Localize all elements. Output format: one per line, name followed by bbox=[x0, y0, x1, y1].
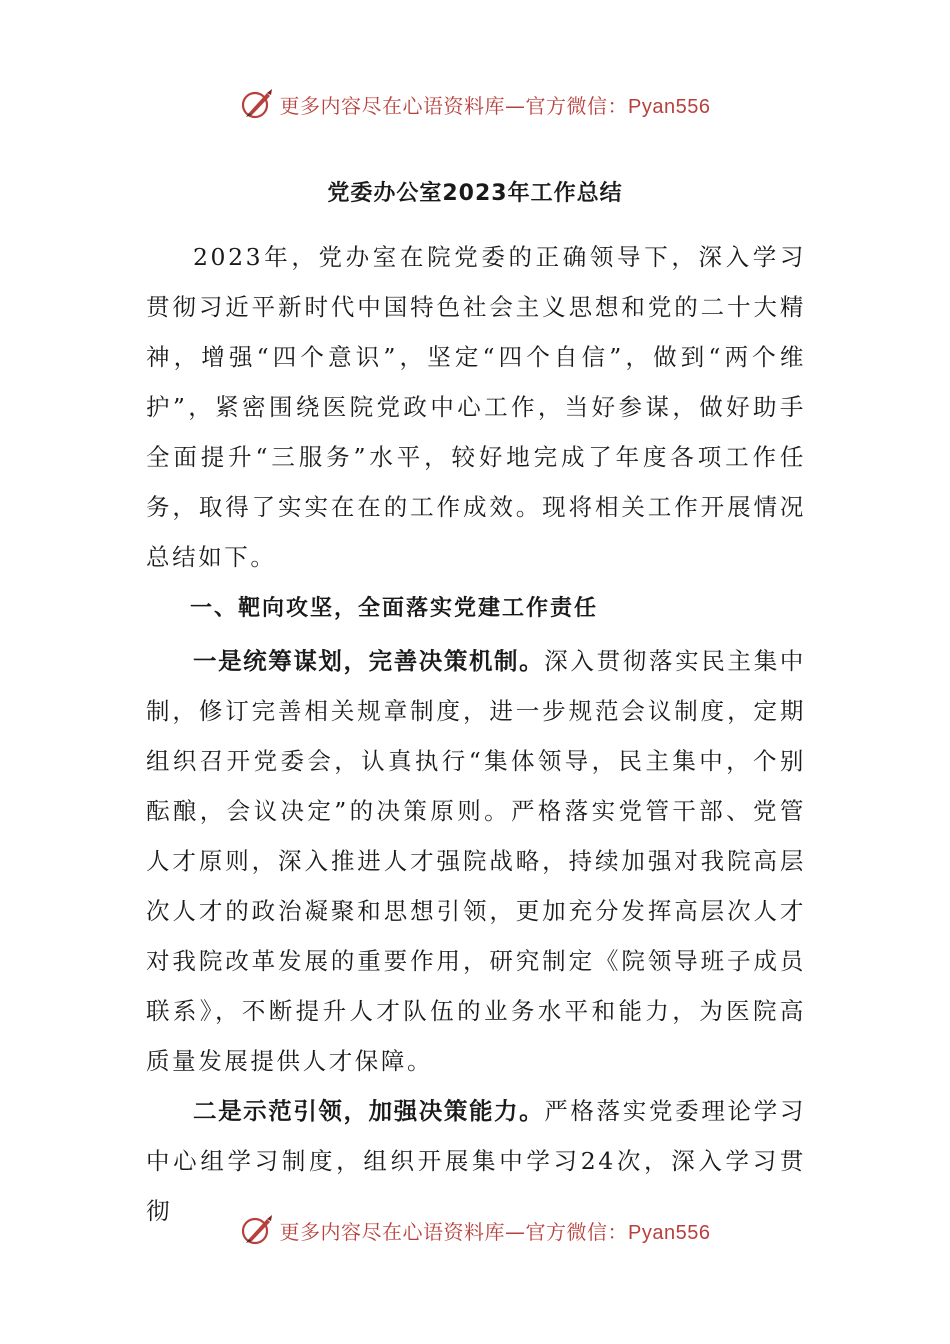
quill-pen-logo-icon bbox=[240, 87, 274, 121]
watermark-header bbox=[0, 84, 950, 124]
watermark-footer bbox=[0, 1210, 950, 1250]
paragraph-lead-2: 二是示范引领，加强决策能力。 bbox=[193, 1097, 545, 1125]
paragraph-body-1: 深入贯彻落实民主集中制，修订完善相关规章制度，进一步规范会议制度，定期组织召开党委会，认真执行“集体领导，民主集中，个别酝酿，会议决定”的决策原则。严格落实党管干部、党管人才原则，深入推进人才强院战略，持续加强对我院高层次人才的政治凝聚和思想引领，更加充分发挥高层次人才对我院改革发展的重要作用，研究制定《院领导班子成员联系》，不断提升人才队伍的业务水平和能力，为医院高质量发展提供人才保障。 bbox=[146, 647, 807, 1075]
document-body bbox=[146, 232, 806, 1236]
paragraph-item-1 bbox=[146, 636, 806, 1086]
paragraph-lead-1: 一是统筹谋划，完善决策机制。 bbox=[193, 647, 545, 675]
section-heading: 一、靶向攻坚，全面落实党建工作责任 bbox=[190, 596, 599, 621]
document-title: 党委办公室2023年工作总结 bbox=[327, 181, 623, 206]
watermark-text: 更多内容尽在心语资料库—官方微信： bbox=[279, 93, 629, 118]
watermark-text: 更多内容尽在心语资料库—官方微信： bbox=[279, 1219, 629, 1244]
watermark-wechat-id: Pyan556 bbox=[628, 1221, 711, 1244]
intro-paragraph: 2023年，党办室在院党委的正确领导下，深入学习贯彻习近平新时代中国特色社会主义思想和党的二十大精神，增强“四个意识”，坚定“四个自信”，做到“两个维护”，紧密围绕医院党政中心工作，当好参谋，做好助手全面提升“三服务”水平，较好地完成了年度各项工作任务，取得了实实在在的工作成效。现将相关工作开展情况总结如下。 bbox=[146, 243, 806, 571]
quill-pen-logo-icon bbox=[240, 1213, 274, 1247]
paragraph-body-2: 严格落实党委理论学习中心组学习制度，组织开展集中学习24次，深入学习贯彻 bbox=[146, 1097, 807, 1225]
watermark-wechat-id: Pyan556 bbox=[628, 95, 711, 118]
